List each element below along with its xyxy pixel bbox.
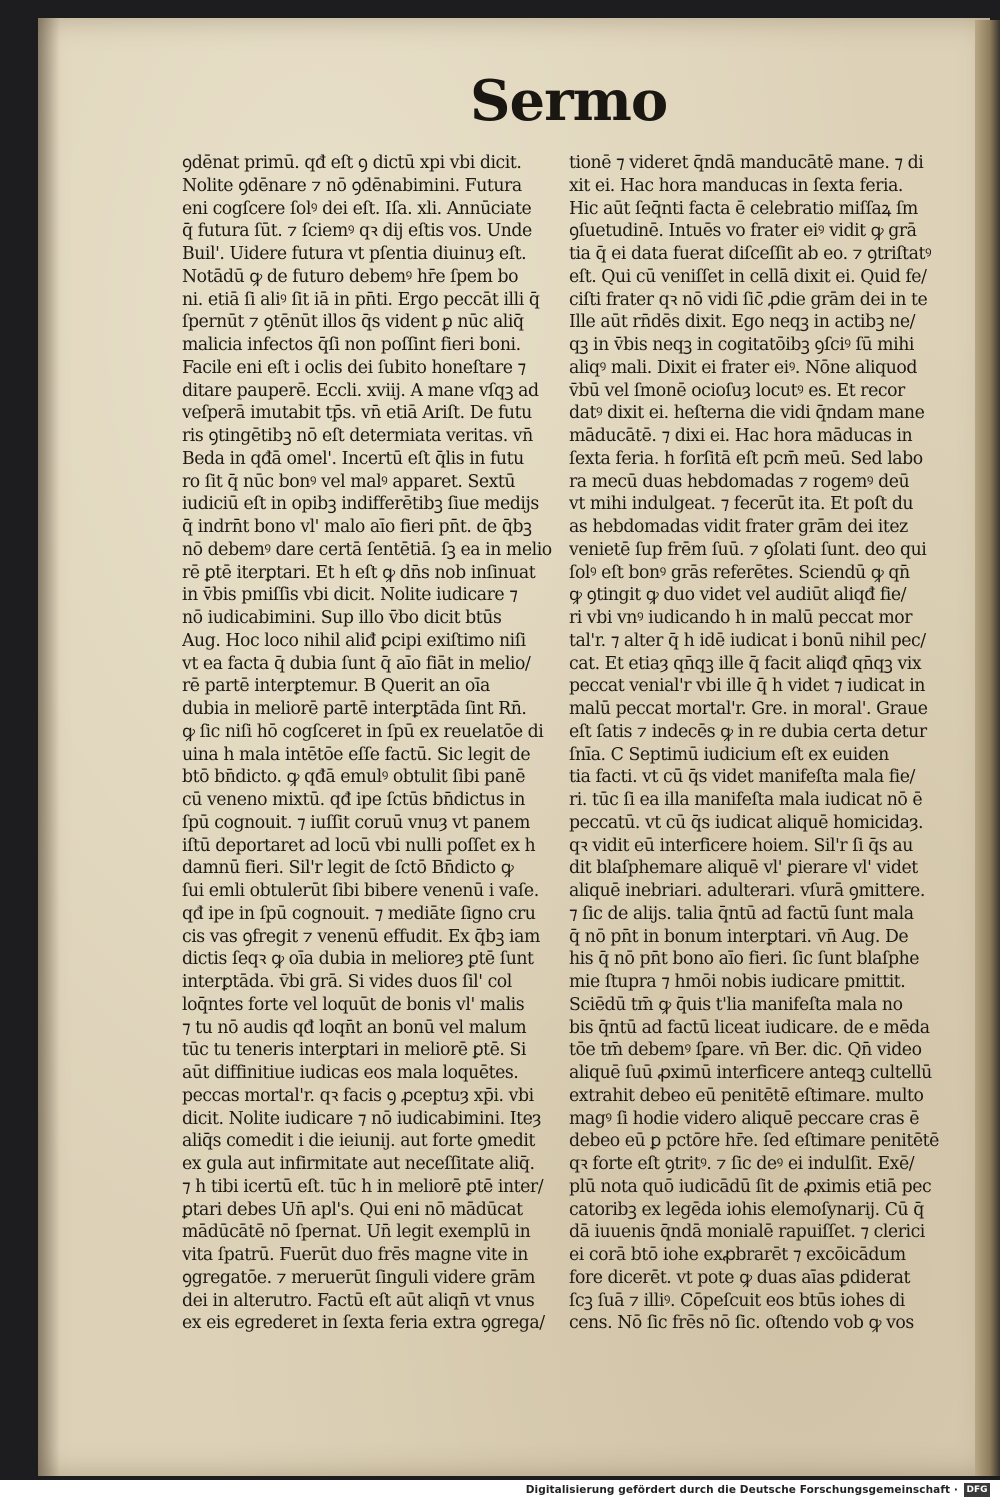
- text-line: dā iuuenis q̄ndā monialē rapuiſſet. ⁊ clerici: [569, 1222, 925, 1243]
- text-line: v̄bū vel ſmonē ocioſuȝ locutꝰ es. Et recor: [569, 380, 905, 401]
- text-line: interꝑtāda. v̄bi grā. Si vides duos ſil' col: [182, 972, 512, 992]
- text-line: aliqꝰ mali. Dixit ei frater eiꝰ. Nōne aliquod: [569, 357, 917, 378]
- text-line: cis vas ꝯfregit ⁊ venenū effudit. Ex q̄bꝫ iam: [182, 926, 540, 947]
- text-line: ꝯgregatōe. ⁊ meruerūt ſinguli videre grām: [182, 1267, 535, 1288]
- text-line: uina h̄ mala intētōe eſſe factū. Sic legit de: [182, 744, 531, 765]
- text-line: Aug. Hoc loco nihil aliđ ꝑcipi exiſtimo niſi: [182, 630, 526, 651]
- text-line: ⁊ tu nō audis qđ loqn̄t an bonū vel malum: [182, 1017, 527, 1038]
- text-line: rē ꝑtē iterꝑtari. Et h̄ eſt ꝙ dn̄s nob inſinuat: [182, 562, 536, 583]
- text-line: ſui emli obtulerūt ſibi bibere venenū i vaſe.: [182, 881, 539, 901]
- text-line: ex gula aut infirmitate aut neceſſitate aliq̄.: [182, 1154, 535, 1174]
- text-line: malū peccat mortal'r. Gre. in moral'. Graue: [569, 699, 928, 719]
- text-line: as hebdomadas vidit frater grām dei itez: [569, 517, 908, 537]
- text-line: vt ea facta q̄ dubia ſunt q̄ aīo fiāt in melio/: [182, 653, 531, 674]
- text-line: Buil'. Uidere futura vt pſentia diuinuȝ eſt.: [182, 244, 527, 264]
- text-line: tōe tm̄ debemꝰ ſꝑare. vn̄ Ber. dic. Qn̄ video: [569, 1040, 922, 1061]
- running-head: Sermo: [470, 68, 668, 134]
- text-line: ⁊ ſic de alijs. talia q̄ntū ad factū ſunt mala: [569, 903, 914, 924]
- footer-credit: Digitalisierung gefördert durch die Deutsche Forschungsgemeinschaft ·: [525, 1484, 958, 1496]
- text-line: debeo eū ꝑ pctōre hr̄e. ſed eſtimare penitētē: [569, 1131, 939, 1152]
- text-line: vt mihi indulgeat. ⁊ fecerūt ita. Et poſt du: [569, 494, 914, 515]
- text-line: malicia infectos q̄ſi non poſſint fieri boni.: [182, 335, 521, 355]
- text-line: mie ſtupra ⁊ hmōi nobis iudicare pmittit.: [569, 972, 906, 992]
- text-line: ꝑtari debes Un̄ apl's. Qui eni nō mādūcat: [182, 1199, 523, 1220]
- text-line: tia q̄ ei data fuerat diſceſſit ab eo. ⁊ ꝯtriſtatꝰ: [569, 244, 932, 264]
- text-line: ra mecū duas hebdomadas ⁊ rogemꝰ deū: [569, 471, 910, 492]
- text-line: Nolite ꝯdēnare ⁊ nō ꝯdēnabimini. Futura: [182, 175, 522, 196]
- text-line: ⁊ h̄ tibi icertū eſt. tūc h̄ in meliorē ꝑtē inter/: [182, 1176, 544, 1197]
- text-line: eſt. Qui cū veniſſet in cellā dixit ei. Quid fe/: [569, 266, 927, 287]
- text-line: Sciēdū tm̄ ꝙ q̄uis t'lia manifeſta mala no: [569, 994, 903, 1015]
- text-line: qꝛ vidit eū interficere hoiem. Sil'r ſi q̄s au: [569, 835, 913, 856]
- text-line: damnū fieri. Sil'r legit de ſctō Bn̄dicto ꝙ: [182, 858, 514, 879]
- text-line: Notādū ꝙ de futuro debemꝰ hr̄e ſpem bo: [182, 266, 519, 287]
- text-line: aliquē inebriari. adulterari. vſurā ꝯmittere.: [569, 881, 925, 901]
- text-line: dubia in meliorē partē interꝑtāda ſint Rn̄.: [182, 699, 527, 719]
- text-line: rē partē interꝑtemur. B Querit an oīa: [182, 676, 490, 697]
- text-line: ro ſit q̄ nūc bonꝰ vel malꝰ apparet. Sextū: [182, 471, 516, 492]
- text-line: tūc tu teneris interꝑtari in meliorē ꝑtē. Si: [182, 1040, 526, 1061]
- text-line: ſexta feria. h̄ forſitā eſt pcm̄ meū. Sed labo: [569, 448, 923, 469]
- text-line: ſcꝫ ſuā ⁊ illiꝰ. Cōpeſcuit eos btūs iohes di: [569, 1290, 905, 1311]
- text-line: ſolꝰ eſt bonꝰ grās referētes. Sciendū ꝙ qn̄: [569, 562, 910, 583]
- text-line: cū veneno mixtū. qđ ipe ſctūs bn̄dictus in: [182, 790, 525, 810]
- text-line: ris ꝯtingētibꝫ nō eſt determiata veritas. vn̄: [182, 426, 533, 446]
- text-line: mādūcātē nō ſpernat. Un̄ legit exemplū in: [182, 1222, 531, 1243]
- text-line: venietē ſup frēm ſuū. ⁊ ꝯſolati ſunt. deo qui: [569, 539, 927, 560]
- left-column: [182, 152, 554, 1335]
- text-line: Beda in qđā omel'. Incertū eſt q̄lis in futu: [182, 448, 524, 469]
- text-line: aliquē ſuū ꝓximū interficere anteqꝫ cultellū: [569, 1063, 932, 1083]
- text-line: iſtū deportaret ad locū vbi nulli poſſet ex h̄: [182, 835, 536, 856]
- text-line: qđ ipe in ſpū cognouit. ⁊ mediāte ſigno cru: [182, 903, 536, 924]
- gutter-shadow: [38, 18, 60, 1476]
- text-line: ꝙ ꝯtingit ꝙ duo videt vel audiūt aliqđ fie/: [569, 585, 907, 606]
- page-edge: [975, 20, 1000, 1476]
- text-line: ni. etiā ſi aliꝰ ſit iā in pn̄ti. Ergo peccāt illi q̄: [182, 289, 540, 310]
- text-line: magꝰ ſi hodie videro aliquē peccare cras ē: [569, 1108, 919, 1129]
- text-line: ꝯſuetudinē. Intuēs vo frater eiꝰ vidit ꝙ grā: [569, 221, 917, 242]
- text-line: q̄ indrn̄t bono vl' malo aīo fieri pn̄t. de q̄bꝫ: [182, 517, 532, 537]
- text-line: fore dicerēt. vt pote ꝙ duas aīas ꝑdiderat: [569, 1267, 910, 1288]
- dfg-logo: DFG: [964, 1483, 990, 1497]
- text-line: loq̄ntes forte vel loquūt de bonis vl' malis: [182, 994, 525, 1015]
- text-line: Facile eni eſt i oclis dei ſubito honeſtare ⁊: [182, 357, 526, 378]
- text-line: in v̄bis pmiſſis vbi dicit. Nolite iudicare ⁊: [182, 585, 518, 606]
- text-line: tionē ⁊ videret q̄ndā manducātē mane. ⁊ di: [569, 153, 924, 173]
- text-line: dicit. Nolite iudicare ⁊ nō iudicabimini. Iteȝ: [182, 1108, 541, 1129]
- text-line: btō bn̄dicto. ꝙ qđā emulꝰ obtulit ſibi panē: [182, 767, 526, 788]
- text-line: Hic aūt ſeq̄nti facta ē celebratio miſſaꝝ ſm: [569, 198, 918, 219]
- text-line: ꝙ ſic niſi hō cogſceret in ſpū ex reuelatōe di: [182, 721, 544, 742]
- text-line: māducātē. ⁊ dixi ei. Hac hora māducas in: [569, 426, 913, 446]
- text-line: nō iudicabimini. Sup illo v̄bo dicit btūs: [182, 608, 502, 628]
- text-line: dictis ſeqꝛ ꝙ oīa dubia in melioreȝ ꝑtē ſunt: [182, 949, 534, 970]
- text-line: his q̄ nō pn̄t bono aīo fieri. ſic ſunt blaſphe: [569, 949, 920, 970]
- text-line: plū nota quō iudicādū ſit de ꝓximis etiā pec: [569, 1176, 932, 1197]
- text-line: nō debemꝰ dare certā ſentētiā. ſꝫ ea in melio: [182, 539, 552, 560]
- text-line: bis q̄ntū ad factū liceat iudicare. de e mēda: [569, 1017, 930, 1038]
- right-column: [569, 152, 941, 1335]
- text-line: peccat venial'r vbi ille q̄ h̄ videt ⁊ iudicat in: [569, 676, 925, 697]
- text-line: ei corā btō iohe exꝓbrarēt ⁊ excōicādum: [569, 1245, 906, 1265]
- text-line: ſnīa. C Septimū iudicium eſt ex euiden: [569, 744, 889, 765]
- text-line: eni cogſcere ſolꝰ dei eſt. Iſa. xli. Annūciate: [182, 198, 532, 219]
- text-line: ditare pauperē. Eccli. xviij. A mane vſqꝫ ad: [182, 380, 539, 401]
- text-line: aūt diffinitiue iudicas eos mala loquētes.: [182, 1063, 519, 1083]
- text-line: ſpernūt ⁊ ꝯtēnūt illos q̄s vident ꝑ nūc aliq̄: [182, 312, 524, 333]
- text-line: ꝯdēnat primū. qđ eſt ꝯ dictū xpi vbi dicit.: [182, 153, 522, 173]
- text-line: cens. Nō ſic frēs nō ſic. oſtendo vob ꝙ vos: [569, 1313, 914, 1334]
- text-line: cat. Et etiaȝ qn̄qꝫ ille q̄ facit aliqđ qn̄qꝫ vix: [569, 653, 922, 674]
- text-line: q̄ nō pn̄t in bonum interꝑtari. vn̄ Aug. De: [569, 926, 909, 947]
- text-line: q̄ futura ſūt. ⁊ ſciemꝰ qꝛ dij eſtis vos. Unde: [182, 221, 532, 242]
- text-line: ri vbi vnꝰ iudicando h̄ in malū peccat mor: [569, 608, 913, 628]
- text-line: catoribꝫ ex legēda iohis elemoſynarij. Cū q̄: [569, 1199, 924, 1220]
- text-line: iudiciū eſt in opibꝫ indifferētibꝫ ſiue medijs: [182, 494, 539, 515]
- text-line: extrahit debeo eū penitētē eſtimare. multo: [569, 1085, 924, 1106]
- text-line: dei in alterutro. Factū eſt aūt aliqn̄ vt vnus: [182, 1290, 535, 1311]
- text-line: qꝫ in v̄bis neqꝫ in cogitatōibꝫ ꝯſciꝰ ſū mihi: [569, 335, 914, 355]
- text-line: Ille aūt rn̄dēs dixit. Ego neqꝫ in actibꝫ ne/: [569, 312, 915, 333]
- text-line: ex eis egrederet in ſexta feria extra ꝯgrega/: [182, 1313, 545, 1334]
- text-line: vita ſpatrū. Fuerūt duo frēs magne vite in: [182, 1245, 528, 1265]
- text-line: xit ei. Hac hora manducas in ſexta feria.: [569, 175, 903, 196]
- text-line: tal'r. ⁊ alter q̄ h̄ idē iudicat i bonū nihil pec/: [569, 630, 926, 651]
- text-line: qꝛ forte eſt ꝯtritꝰ. ⁊ ſic deꝰ ei indulſit. Exē/: [569, 1154, 915, 1174]
- text-line: tia facti. vt cū q̄s videt manifeſta mala fie/: [569, 767, 915, 788]
- text-line: dit blaſphemare aliquē vl' ꝑierare vl' videt: [569, 858, 918, 879]
- text-line: ri. tūc ſi ea illa manifeſta mala iudicat nō ē: [569, 790, 923, 810]
- text-line: aliq̄s comedit i die ieiunij. aut forte ꝯmedit: [182, 1131, 535, 1152]
- text-line: veſperā imutabit tp̄s. vn̄ etiā Ariſt. De futu: [182, 403, 532, 424]
- text-line: datꝰ dixit ei. heſterna die vidi q̄ndam mane: [569, 403, 925, 424]
- text-line: ſpū cognouit. ⁊ iuſſit coruū vnuȝ vt panem: [182, 812, 530, 833]
- text-line: peccas mortal'r. qꝛ facis ꝯ ꝓceptuȝ xp̄i. vbi: [182, 1085, 534, 1106]
- text-line: peccatū. vt cū q̄s iudicat aliquē homicidaȝ.: [569, 812, 924, 833]
- text-line: ciſti frater qꝛ nō vidi ſic̄ ꝓdie grām dei in te: [569, 289, 928, 310]
- text-line: eſt ſatis ⁊ indecēs ꝙ in re dubia certa detur: [569, 721, 927, 742]
